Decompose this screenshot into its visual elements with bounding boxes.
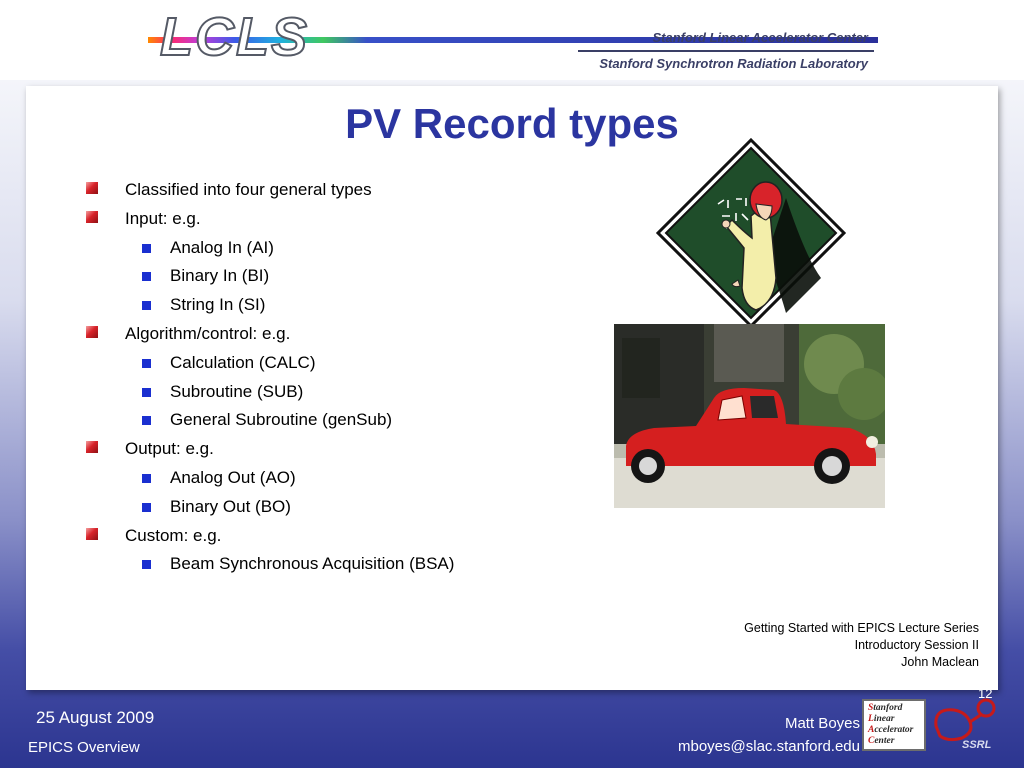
footer-author: Matt Boyes xyxy=(784,715,860,732)
bullet-item xyxy=(86,435,606,464)
sub-bullet-item xyxy=(86,262,606,291)
teacher-chalkboard-clipart xyxy=(656,138,846,328)
bullet-text: Analog In (AI) xyxy=(170,237,274,257)
slac-logo-box xyxy=(862,699,926,751)
bullet-item xyxy=(86,320,606,349)
bullet-text: Algorithm/control: e.g. xyxy=(125,323,291,343)
bullet-text: Output: e.g. xyxy=(125,439,214,459)
page-number: 12 xyxy=(978,686,993,701)
bullet-text: Calculation (CALC) xyxy=(170,352,316,372)
blue-square-bullet-icon xyxy=(142,244,151,253)
red-square-bullet-icon xyxy=(86,528,98,540)
red-square-bullet-icon xyxy=(86,441,98,453)
sub-bullet-item xyxy=(86,291,606,320)
lcls-logo: LCLS xyxy=(160,7,309,67)
slac-logo-line: Linear xyxy=(868,714,895,724)
blue-square-bullet-icon xyxy=(142,301,151,310)
bullet-text: Classified into four general types xyxy=(125,180,372,199)
bullet-text: Input: e.g. xyxy=(125,208,201,228)
blue-square-bullet-icon xyxy=(142,503,151,512)
bullet-text: Beam Synchronous Acquisition (BSA) xyxy=(170,554,455,574)
red-square-bullet-icon xyxy=(86,182,98,194)
credit-line-session: Introductory Session II xyxy=(854,638,979,652)
org-line-slac: Stanford Linear Accelerator Center xyxy=(652,30,868,45)
bullet-text: Binary In (BI) xyxy=(170,266,270,286)
blue-square-bullet-icon xyxy=(142,560,151,569)
blue-square-bullet-icon xyxy=(142,359,151,368)
sub-bullet-item xyxy=(86,464,606,493)
red-square-bullet-icon xyxy=(86,211,98,223)
credit-line-series: Getting Started with EPICS Lecture Series xyxy=(744,621,979,635)
header-divider xyxy=(578,50,874,52)
sub-bullet-item xyxy=(86,349,606,378)
org-line-ssrl: Stanford Synchrotron Radiation Laboratory xyxy=(599,56,868,71)
slac-logo-line: Center xyxy=(868,736,895,746)
bullet-text: Custom: e.g. xyxy=(125,525,222,545)
bullet-text: Subroutine (SUB) xyxy=(170,381,304,401)
slac-logo-line: Accelerator xyxy=(868,725,914,735)
red-square-bullet-icon xyxy=(86,326,98,338)
credit-line-author: John Maclean xyxy=(901,655,979,669)
bullet-text: Analog Out (AO) xyxy=(170,467,296,487)
sub-bullet-item xyxy=(86,550,606,579)
bullet-text: General Subroutine (genSub) xyxy=(170,410,393,430)
slide-header xyxy=(0,0,1024,80)
slac-logo-line: Stanford xyxy=(868,703,903,713)
bullet-item xyxy=(86,522,606,551)
sub-bullet-item xyxy=(86,406,606,435)
sub-bullet-item xyxy=(86,378,606,407)
sub-bullet-item xyxy=(86,493,606,522)
bullet-item xyxy=(86,205,606,234)
blue-square-bullet-icon xyxy=(142,388,151,397)
blue-square-bullet-icon xyxy=(142,272,151,281)
bullet-text: String In (SI) xyxy=(170,295,266,315)
bullet-text: Binary Out (BO) xyxy=(170,496,291,516)
footer-email: mboyes@slac.stanford.edu xyxy=(678,738,860,755)
lecture-credit xyxy=(744,620,979,671)
red-hotrod-car-photo xyxy=(614,324,885,508)
sub-bullet-item xyxy=(86,234,606,263)
footer-date: 25 August 2009 xyxy=(36,708,155,727)
bullet-list xyxy=(86,176,606,579)
slide-title: PV Record types xyxy=(345,100,679,147)
blue-square-bullet-icon xyxy=(142,474,151,483)
blue-square-bullet-icon xyxy=(142,416,151,425)
ssrl-logo-text: SSRL xyxy=(962,739,992,751)
bullet-item xyxy=(86,176,606,205)
footer-title: EPICS Overview xyxy=(28,739,140,756)
